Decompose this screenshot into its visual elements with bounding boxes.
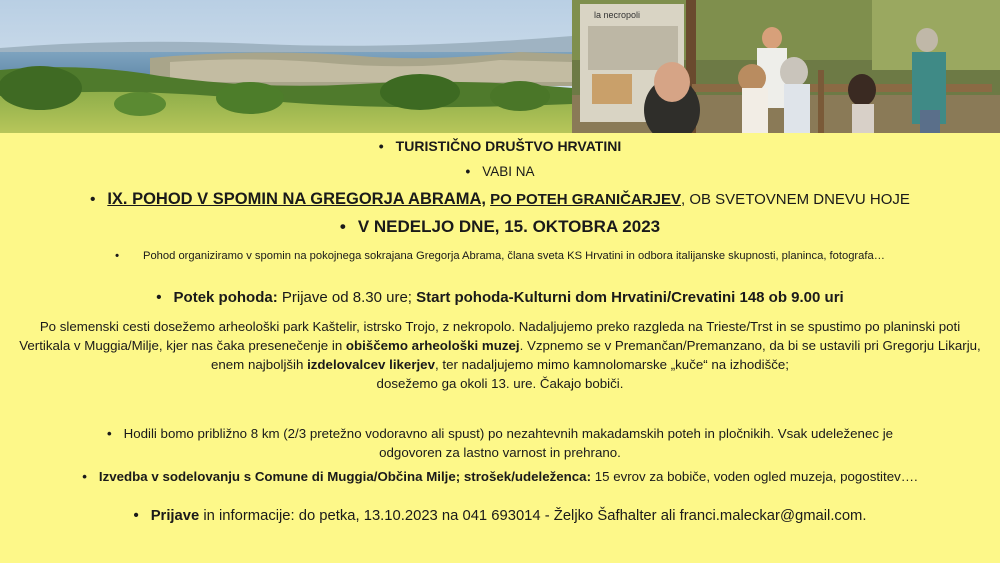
route-end: dosežemo ga okoli 13. ure. Čakajo bobiči. xyxy=(376,376,624,391)
organizer-name: TURISTIČNO DRUŠTVO HRVATINI xyxy=(395,138,622,154)
cooperation-text: 15 evrov za bobiče, voden ogled muzeja, pogostitev…. xyxy=(591,469,918,484)
bullet-icon: • xyxy=(115,250,119,262)
course-label: Potek pohoda: xyxy=(173,289,278,306)
route-text-1: Po slemenski cesti dosežemo arheološki park Kaštelir, istrsko Trojo, z nekropolo. Nadaljujemo preko razgleda na Trieste/Trst in se spustimo po planinski poti Vertikala v Muggia/Milje, kjer nas čaka presenečenje in xyxy=(19,319,961,353)
organizer-line xyxy=(0,138,1000,154)
event-occasion: , OB SVETOVNEM DNEVU HOJE xyxy=(681,191,910,208)
event-date: V NEDELJO DNE, 15. OKTOBRA 2023 xyxy=(357,217,661,236)
bullet-icon: • xyxy=(133,508,139,524)
invites-line xyxy=(0,164,1000,179)
intro-text: Pohod organiziramo v spomin na pokojnega sokrajana Gregorja Abrama, člana sveta KS Hrvatini in odbora italijanske skupnosti, planinca, fotografa… xyxy=(143,250,885,262)
landscape-photo xyxy=(0,0,572,133)
cooperation-label: Izvedba v sodelovanju s Comune di Muggia/Občina Milje; strošek/udeleženca: xyxy=(98,469,592,484)
route-text-3: , ter nadaljujemo mimo kamnolomarske „kuče“ na izhodišče; xyxy=(434,357,789,372)
distance-text-1: Hodili bomo približno 8 km (2/3 pretežno vodoravno ali spust) po nezahtevnih makadamskih poteh in pločnikih. Vsak udeleženec je xyxy=(123,426,894,441)
route-text-2: . Vzpnemo se v Premančan/Premanzano, da bi se ustavili pri Gregorju Likarju, enem najboljših xyxy=(211,338,981,372)
course-start: Start pohoda-Kulturni dom Hrvatini/Crevatini 148 ob 9.00 uri xyxy=(416,289,844,306)
bullet-icon: • xyxy=(82,469,87,484)
bullet-icon: • xyxy=(90,191,96,208)
route-museum: obiščemo arheološki muzej xyxy=(345,338,520,353)
distance-line-2 xyxy=(0,445,1000,460)
cooperation-line xyxy=(0,469,1000,484)
bullet-icon: • xyxy=(339,217,346,236)
contact-text: in informacije: do petka, 13.10.2023 na 041 693014 - Željko Šafhalter ali franci.maleckar@gmail.com. xyxy=(199,508,867,524)
distance-line-1 xyxy=(0,426,1000,441)
date-line xyxy=(0,217,1000,237)
svg-text:la necropoli: la necropoli xyxy=(594,10,641,20)
invitation-text xyxy=(0,133,1000,563)
contact-label: Prijave xyxy=(150,508,200,524)
bay-view-image xyxy=(0,0,572,133)
bullet-icon: • xyxy=(106,426,112,441)
route-description xyxy=(14,317,986,374)
bullet-icon: • xyxy=(156,289,162,306)
event-title-line xyxy=(0,190,1000,209)
course-line xyxy=(0,289,1000,306)
event-title: IX. POHOD V SPOMIN NA GREGORJA ABRAMA, xyxy=(107,190,486,208)
group-at-sign-image xyxy=(572,0,1000,133)
museum-group-photo xyxy=(572,0,1000,133)
route-liqueur: izdelovalcev likerjev xyxy=(307,357,435,372)
intro-line xyxy=(0,250,1000,262)
header-photos xyxy=(0,0,1000,133)
route-end-line xyxy=(0,376,1000,391)
distance-text-2: odgovoren za lastno varnost in prehrano. xyxy=(379,445,621,460)
bullet-icon: • xyxy=(378,138,384,154)
invites-text: VABI NA xyxy=(482,164,535,179)
contact-line xyxy=(0,508,1000,524)
event-route: PO POTEH GRANIČARJEV xyxy=(490,191,681,208)
bullet-icon: • xyxy=(465,164,471,179)
course-registration: Prijave od 8.30 ure; xyxy=(277,289,417,306)
